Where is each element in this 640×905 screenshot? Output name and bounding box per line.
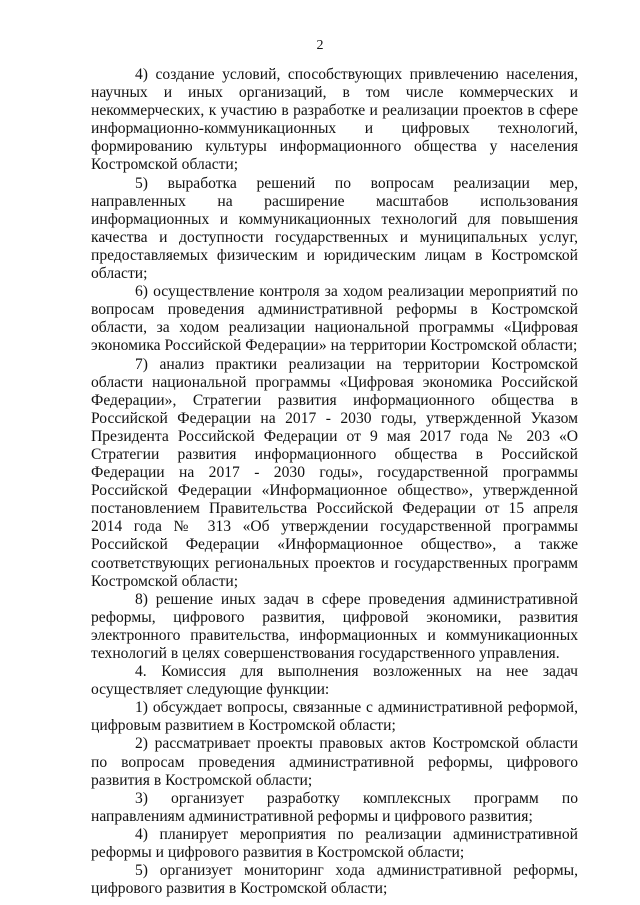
document-body [91, 66, 578, 898]
function-item-1: 1) обсуждает вопросы, связанные с административной реформой, цифровым развитием в Костромской области; [91, 699, 578, 735]
section-4-heading: 4. Комиссия для выполнения возложенных на нее задач осуществляет следующие функции: [91, 663, 578, 699]
page-number: 2 [316, 38, 324, 53]
paragraph-item-7: 7) анализ практики реализации на территории Костромской области национальной программы «Цифровая экономика Российской Федерации», Стратегии развития информационного общества в Российской Федерации на 2017 - 2030 годы, утвержденной Указом Президента Российской Федерации от 9 мая 2017 года № 203 «О Стратегии развития информационного общества в Российской Федерации на 2017 - 2030 годы», государственной программы Российской Федерации «Информационное общество», утвержденной постановлением Правительства Российской Федерации от 15 апреля 2014 года № 313 «Об утверждении государственной программы Российской Федерации «Информационное общество», а также соответствующих региональных проектов и государственных программ Костромской области; [91, 355, 578, 590]
paragraph-item-5: 5) выработка решений по вопросам реализации мер, направленных на расширение масштабов использования информационных и коммуникационных технологий для повышения качества и доступности государственных и муниципальных услуг, предоставляемых физическим и юридическим лицам в Костромской области; [91, 174, 578, 283]
paragraph-item-6: 6) осуществление контроля за ходом реализации мероприятий по вопросам проведения административной реформы в Костромской области, за ходом реализации национальной программы «Цифровая экономика Российской Федерации» на территории Костромской области; [91, 283, 578, 355]
function-item-2: 2) рассматривает проекты правовых актов Костромской области по вопросам проведения административной реформы, цифрового развития в Костромской области; [91, 735, 578, 789]
function-item-5: 5) организует мониторинг хода административной реформы, цифрового развития в Костромской области; [91, 862, 578, 898]
function-item-4: 4) планирует мероприятия по реализации административной реформы и цифрового развития в Костромской области; [91, 825, 578, 862]
paragraph-item-8: 8) решение иных задач в сфере проведения административной реформы, цифрового развития, цифровой экономики, развития электронного правительства, информационных и коммуникационных технологий в целях совершенствования государственного управления. [91, 590, 578, 662]
function-item-3: 3) организует разработку комплексных программ по направлениям административной реформы и цифрового развития; [91, 789, 578, 825]
paragraph-item-4: 4) создание условий, способствующих привлечению населения, научных и иных организаций, в том числе коммерческих и некоммерческих, к участию в разработке и реализации проектов в сфере информационно-коммуникационных и цифровых технологий, формированию культуры информационного общества у населения Костромской области; [91, 66, 578, 174]
